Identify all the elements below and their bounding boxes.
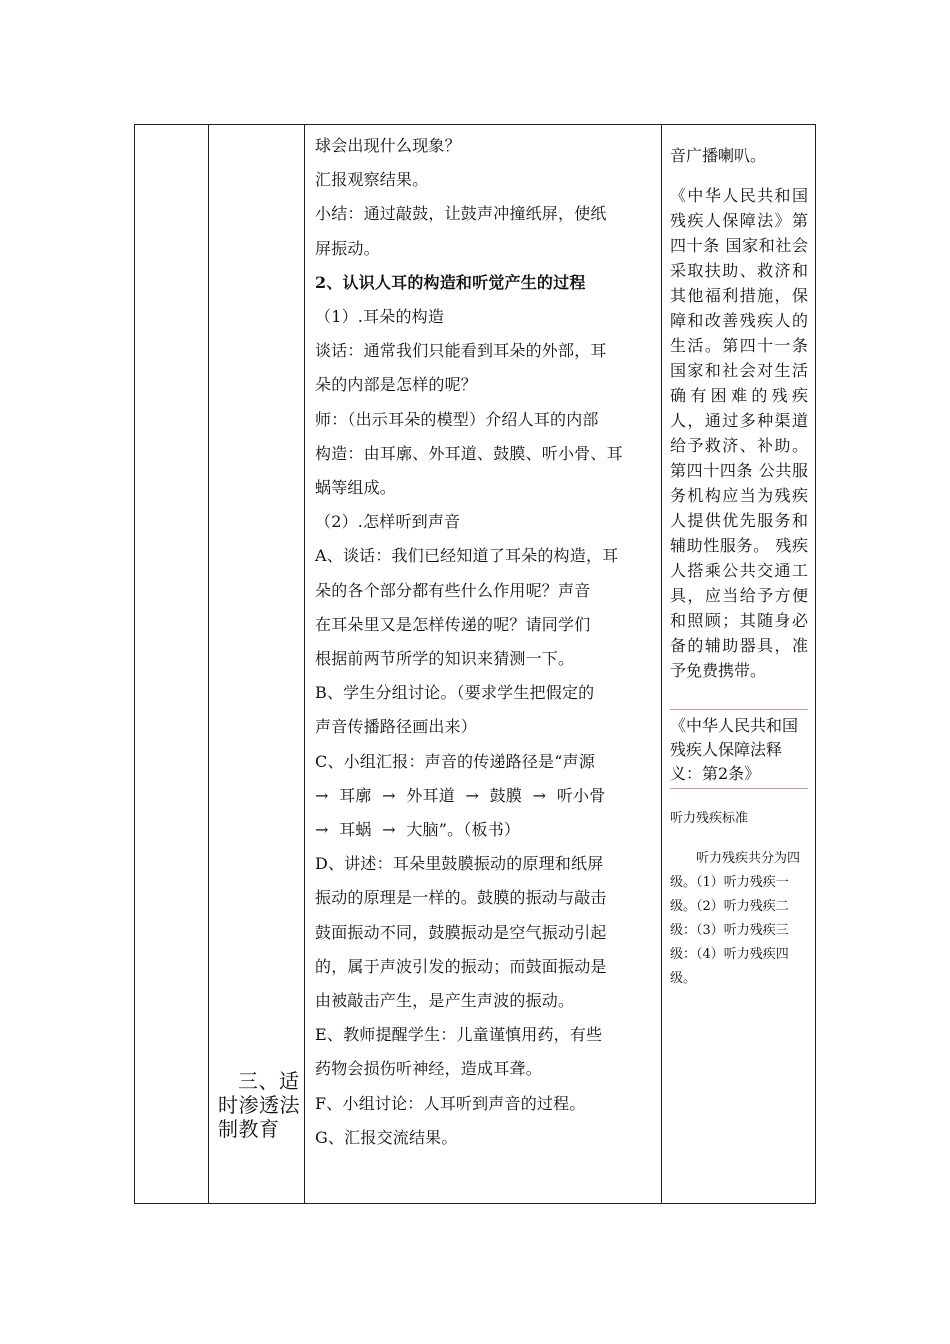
content-line: B、学生分组讨论。（要求学生把假定的 — [315, 683, 595, 703]
content-line: 屏振动。 — [315, 238, 380, 258]
notes-intro: 音广播喇叭。 — [670, 146, 767, 165]
content-line: （1）.耳朵的构造 — [315, 307, 445, 327]
law-reference: 《中华人民共和国残疾人保障法释义：第2条》 — [670, 716, 799, 783]
content-line: C、小组汇报：声音的传递路径是“声源 — [315, 751, 596, 771]
content-line: 师：（出示耳朵的模型）介绍人耳的内部 — [315, 409, 599, 429]
lesson-content — [305, 125, 661, 1203]
lesson-table — [134, 124, 816, 1204]
standard-text: 听力残疾共分为四级。（1）听力残疾一级。（2）听力残疾二级：（3）听力残疾三级：（4）听力残疾四级。 — [670, 851, 801, 986]
divider — [670, 709, 808, 710]
content-line: A、谈话：我们已经知道了耳朵的构造，耳 — [315, 546, 619, 566]
content-line: 朵的内部是怎样的呢？ — [315, 375, 478, 395]
content-line: D、讲述：耳朵里鼓膜振动的原理和纸屏 — [315, 854, 604, 874]
content-line: 球会出现什么现象？ — [315, 136, 461, 155]
content-line: 汇报观察结果。 — [315, 170, 429, 190]
content-line: 小结：通过敲鼓，让鼓声冲撞纸屏，使纸 — [315, 204, 607, 224]
content-line: 根据前两节所学的知识来猜测一下。 — [315, 649, 575, 669]
sound-path-line: → 耳廓 → 外耳道 → 鼓膜 → 听小骨 — [315, 785, 606, 805]
content-line: 朵的各个部分都有些什么作用呢？声音 — [315, 580, 591, 600]
standard-title: 听力残疾标准 — [670, 811, 749, 826]
content-line: 药物会损伤听神经，造成耳聋。 — [315, 1059, 542, 1079]
content-heading: 2、认识人耳的构造和听觉产生的过程 — [315, 272, 586, 292]
content-line: 在耳朵里又是怎样传递的呢？请同学们 — [315, 614, 591, 634]
law-text: 《中华人民共和国残疾人保障法》第四十条 国家和社会采取扶助、救济和其他福利措施，保障和改善残疾人的生活。第四十一条 国家和社会对生活确有困难的残疾人，通过多种渠道给予救济、补助。第四十四条 公共服务机构应当为残疾人提供优先服务和辅助性服务。 残疾人搭乘公共交通工具，应当给予方便和照顾；其随身必备的辅助器具，准予免费携带。 — [670, 186, 808, 680]
divider — [670, 788, 808, 789]
content-line: 振动的原理是一样的。鼓膜的振动与敲击 — [315, 888, 607, 908]
content-line: （2）.怎样听到声音 — [315, 512, 461, 532]
content-line: 构造：由耳廓、外耳道、鼓膜、听小骨、耳 — [315, 443, 623, 463]
content-line: 由被敲击产生，是产生声波的振动。 — [315, 991, 575, 1011]
content-line: 的，属于声波引发的振动；而鼓面振动是 — [315, 956, 607, 976]
blank-column — [135, 125, 208, 1203]
content-line: 谈话：通常我们只能看到耳朵的外部，耳 — [315, 341, 607, 361]
content-line: 鼓面振动不同，鼓膜振动是空气振动引起 — [315, 922, 607, 942]
content-line: G、汇报交流结果。 — [315, 1127, 458, 1147]
content-line: 蜗等组成。 — [315, 478, 397, 498]
section-title: 三、适时渗透法制教育 — [218, 1069, 300, 1141]
section-column — [210, 125, 304, 1203]
column-divider — [208, 125, 209, 1203]
content-line: F、小组讨论：人耳听到声音的过程。 — [315, 1093, 586, 1113]
sound-path-line: → 耳蜗 → 大脑”。（板书） — [315, 820, 521, 840]
content-line: 声音传播路径画出来） — [315, 717, 478, 737]
content-line: E、教师提醒学生：儿童谨慎用药，有些 — [315, 1025, 603, 1045]
notes-column — [662, 125, 814, 1203]
